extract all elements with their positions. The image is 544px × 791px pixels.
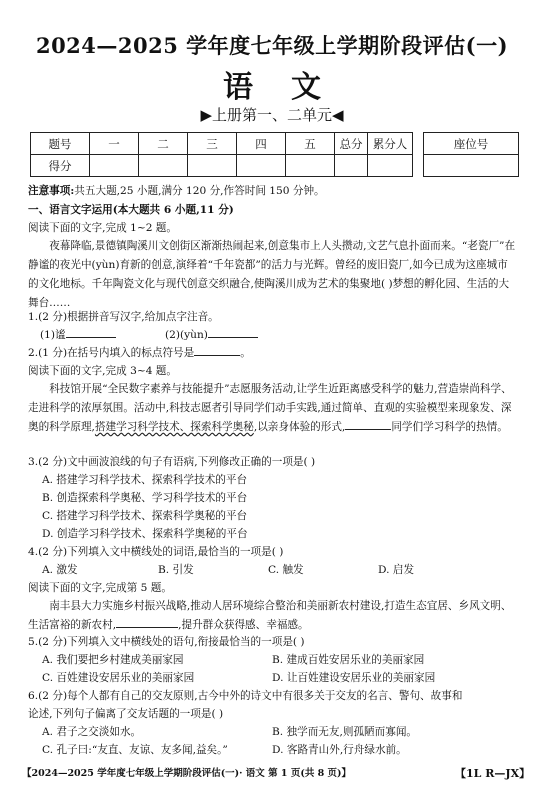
seat-table bbox=[423, 132, 519, 177]
score-header-cell: 累分人 bbox=[368, 133, 413, 155]
triangle-right-icon: ▶ bbox=[200, 106, 212, 124]
score-cell[interactable] bbox=[286, 155, 335, 177]
footer-left: 【2024—2025 学年度七年级上学期阶段评估(一)· 语文 第 1 页(共 8 页)】 bbox=[22, 768, 352, 779]
read-instruction: 阅读下面的文字,完成第 5 题。 bbox=[28, 582, 172, 594]
passage2-text-b: ,以亲身体验的形式, bbox=[253, 421, 346, 433]
option[interactable]: D. 客路青山外,行舟绿水前。 bbox=[272, 744, 407, 756]
scope-text: 上册第一、二单元 bbox=[211, 106, 332, 124]
score-header-cell: 题号 bbox=[31, 133, 90, 155]
question-1-part-b bbox=[165, 328, 258, 342]
notice bbox=[28, 184, 325, 198]
score-header-cell: 一 bbox=[90, 133, 139, 155]
question-1: 1.(2 分)根据拼音写汉字,给加点字注音。 bbox=[28, 311, 219, 323]
answer-blank[interactable] bbox=[66, 337, 116, 338]
option[interactable]: D. 让百姓建设安居乐业的美丽家园 bbox=[272, 672, 436, 684]
read-instruction: 阅读下面的文字,完成 1~2 题。 bbox=[28, 222, 177, 234]
score-cell[interactable] bbox=[139, 155, 188, 177]
score-header-cell: 二 bbox=[139, 133, 188, 155]
seat-label: 座位号 bbox=[424, 133, 519, 155]
score-cell[interactable] bbox=[335, 155, 368, 177]
notice-label: 注意事项: bbox=[28, 185, 75, 197]
passage-1: 夜幕降临,景德镇陶溪川文创街区渐渐热闹起来,创意集市上人头攒动,文艺气息扑面而来。“老瓷厂”在静谧的夜光中(yùn)育新的创意,演绎着“千年瓷都”的活力与光辉。曾经的废旧瓷厂,如今已成为这座城市的文化地标。千年陶瓷文化与现代创意交织融合,使陶溪川成为艺术的集聚地( )梦想的孵化园、生活的大舞台…… bbox=[28, 240, 516, 309]
passage-3 bbox=[28, 597, 518, 635]
read-instruction: 阅读下面的文字,完成 3~4 题。 bbox=[28, 365, 177, 377]
option[interactable]: B. 建成百姓安居乐业的美丽家园 bbox=[272, 654, 425, 666]
passage2-text: 科技馆开展“全民数字素养与技能提升”志愿服务活动,让学生近距离感受科学的魅力,营造崇尚科学、走进科学的浓厚氛围。活动中,科技志愿者引导同学们动手实践,通过简单、直观的实验模型来现象发、深奥的科学原理, bbox=[28, 383, 512, 433]
q2-end: 。 bbox=[240, 347, 251, 359]
q1a-label: (1)谧 bbox=[40, 329, 66, 341]
seat-cell[interactable] bbox=[424, 155, 519, 177]
subject-title: 语文 bbox=[223, 70, 359, 105]
passage-2 bbox=[28, 380, 518, 437]
score-cell[interactable] bbox=[237, 155, 286, 177]
question-5: 5.(2 分)下列填入文中横线处的语句,衔接最恰当的一项是( ) bbox=[28, 636, 305, 648]
question-2 bbox=[28, 346, 251, 360]
option[interactable]: C. 百姓建设安居乐业的美丽家园 bbox=[42, 672, 195, 684]
option[interactable]: D. 启发 bbox=[378, 564, 415, 576]
score-cell[interactable] bbox=[90, 155, 139, 177]
question-6-line1: 6.(2 分)每个人都有自己的交友原则,古今中外的诗文中有很多关于交友的名言、警句、故事和 bbox=[28, 690, 463, 702]
passage3-text: 南丰县大力实施乡村振兴战略,推动人居环境综合整治和美丽新农村建设,打造生态宜居、乡风文明、生活富裕的新农村, bbox=[28, 600, 512, 631]
score-header-cell: 五 bbox=[286, 133, 335, 155]
score-table bbox=[30, 132, 413, 177]
score-row-label: 得分 bbox=[31, 155, 90, 177]
option[interactable]: A. 激发 bbox=[42, 564, 78, 576]
option[interactable]: D. 创造学习科学技术、探索科学奥秘的平台 bbox=[42, 528, 248, 540]
answer-blank[interactable] bbox=[345, 429, 391, 430]
wavy-underlined-sentence: 搭建学习科学技术、探索科学奥秘 bbox=[94, 421, 254, 433]
q1b-label: (2)(yùn) bbox=[165, 329, 208, 341]
option[interactable]: B. 独学而无友,则孤陋而寡闻。 bbox=[272, 726, 418, 738]
question-6-line2: 论述,下列句子偏离了交友话题的一项是( ) bbox=[28, 708, 224, 720]
answer-blank[interactable] bbox=[194, 355, 240, 356]
answer-blank[interactable] bbox=[208, 337, 258, 338]
score-header-cell: 总分 bbox=[335, 133, 368, 155]
question-1-part-a bbox=[40, 328, 116, 342]
option[interactable]: B. 引发 bbox=[158, 564, 194, 576]
footer-right: 【1L R—JX】 bbox=[455, 767, 531, 780]
option[interactable]: A. 搭建学习科学技术、探索科学技术的平台 bbox=[42, 474, 248, 486]
option[interactable]: C. 触发 bbox=[268, 564, 304, 576]
option[interactable]: C. 搭建学习科学技术、探索科学奥秘的平台 bbox=[42, 510, 248, 522]
option[interactable]: C. 孔子曰:“友直、友谅、友多闻,益矣。” bbox=[42, 744, 228, 756]
question-4: 4.(2 分)下列填入文中横线处的词语,最恰当的一项是( ) bbox=[28, 546, 284, 558]
notice-text: 共五大题,25 小题,满分 120 分,作答时间 150 分钟。 bbox=[74, 185, 325, 197]
passage3-text-b: ,提升群众获得感、幸福感。 bbox=[178, 619, 309, 631]
q2-text: 2.(1 分)在括号内填入的标点符号是 bbox=[28, 347, 195, 359]
score-header-cell: 四 bbox=[237, 133, 286, 155]
exam-title: 2024—2025 学年度七年级上学期阶段评估(一) bbox=[35, 33, 509, 58]
question-3: 3.(2 分)文中画波浪线的句子有语病,下列修改正确的一项是( ) bbox=[28, 456, 316, 468]
option[interactable]: A. 我们要把乡村建成美丽家园 bbox=[42, 654, 184, 666]
triangle-left-icon: ◀ bbox=[332, 106, 344, 124]
score-cell[interactable] bbox=[188, 155, 237, 177]
score-cell[interactable] bbox=[368, 155, 413, 177]
option[interactable]: A. 君子之交淡如水。 bbox=[42, 726, 142, 738]
option[interactable]: B. 创造探索科学奥秘、学习科学技术的平台 bbox=[42, 492, 248, 504]
unit-scope bbox=[0, 104, 544, 125]
passage2-text-c: 同学们学习科学的热情。 bbox=[391, 421, 508, 433]
score-header-cell: 三 bbox=[188, 133, 237, 155]
section-heading: 一、语言文字运用(本大题共 6 小题,11 分) bbox=[28, 204, 234, 216]
answer-blank[interactable] bbox=[116, 627, 178, 628]
